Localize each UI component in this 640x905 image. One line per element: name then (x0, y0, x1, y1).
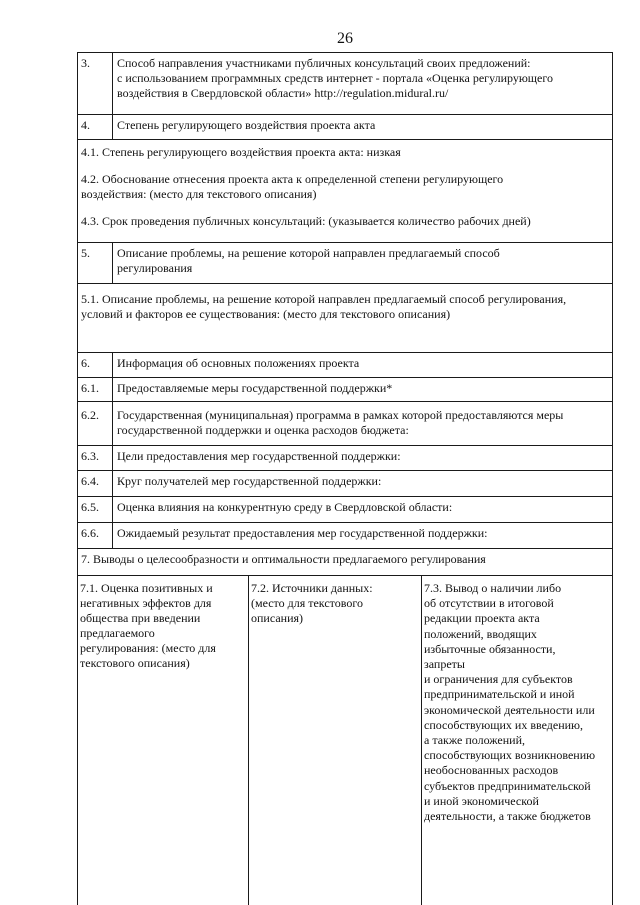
text-line: Информация об основных положениях проекта (117, 356, 360, 370)
text-line: 7.1. Оценка позитивных и (80, 581, 213, 595)
row-text (112, 470, 613, 496)
table-border (77, 377, 613, 378)
table-row-6 (77, 352, 613, 377)
table-border (112, 52, 113, 139)
text-line: общества при введении (80, 611, 201, 625)
row-number: 3. (81, 56, 90, 70)
table-border (77, 52, 613, 53)
row-number: 6.6. (81, 526, 99, 540)
row-text (77, 139, 613, 242)
row-number: 6.2. (81, 408, 99, 422)
table-row-6-1 (77, 377, 613, 401)
text-line: редакции проекта акта (424, 611, 540, 626)
row-number: 6.1. (81, 381, 99, 395)
table-border (77, 522, 613, 523)
text-line: 7.3. Вывод о наличии либо (424, 581, 562, 595)
row-number: 5. (81, 246, 90, 260)
row-text (112, 242, 613, 283)
row-text (77, 548, 613, 575)
text-line: условий и факторов ее существования: (место для текстового описания) (81, 307, 451, 321)
text-line: (место для текстового (251, 596, 363, 610)
column-7-3 (421, 575, 613, 905)
table-border (612, 52, 613, 905)
table-border (77, 401, 613, 402)
text-line: регулирования: (место для (80, 641, 216, 655)
row-text (112, 52, 613, 114)
column-7-2 (248, 575, 421, 905)
text-line: избыточные обязанности, (424, 641, 556, 656)
text-line: и ограничения для субъектов (424, 672, 573, 687)
text-line: об отсутствии в итоговой (424, 596, 554, 611)
row-text (112, 401, 613, 445)
text-line: способствующих их введению, (424, 717, 584, 732)
text-line: 7.2. Источники данных: (251, 581, 373, 595)
table-row-4 (77, 114, 613, 139)
table-border (77, 470, 613, 471)
text-line: Цели предоставления мер государственной поддержки: (117, 449, 401, 463)
row-text (112, 352, 613, 377)
form-table (77, 52, 613, 905)
table-border (77, 575, 613, 576)
spacer (81, 202, 609, 214)
text-line: 4.3. Срок проведения публичных консультаций: (указывается количество рабочих дней) (81, 214, 531, 228)
text-line: положений, вводящих (424, 626, 537, 641)
row-text (112, 445, 613, 470)
text-line: Оценка влияния на конкурентную среду в Свердловской области: (117, 500, 453, 514)
spacer (81, 160, 609, 172)
text-line: 4.1. Степень регулирующего воздействия проекта акта: низкая (81, 145, 401, 159)
page-number: 26 (337, 30, 353, 47)
text-line: 5.1. Описание проблемы, на решение которой направлен предлагаемый способ регулирования, (81, 292, 567, 306)
text-line: Ожидаемый результат предоставления мер государственной поддержки: (117, 526, 488, 540)
table-row-6-3 (77, 445, 613, 470)
table-row-4-details (77, 139, 613, 242)
text-line: воздействия в Свердловской области» http://regulation.midural.ru/ (117, 86, 449, 100)
table-row-5 (77, 242, 613, 283)
text-line: текстового описания) (80, 656, 190, 670)
row-text (112, 377, 613, 401)
text-line: необоснованных расходов (424, 763, 559, 778)
text-line: Описание проблемы, на решение которой направлен предлагаемый способ (117, 246, 500, 260)
row-number: 6.5. (81, 500, 99, 514)
table-border (77, 242, 613, 243)
table-border (112, 242, 113, 283)
table-row-6-5 (77, 496, 613, 522)
table-border (112, 352, 113, 548)
table-border (77, 283, 613, 284)
row-number: 6.4. (81, 474, 99, 488)
text-line: экономической деятельности или (424, 702, 595, 717)
text-line: а также положений, (424, 733, 526, 748)
text-line: Государственная (муниципальная) программа в рамках которой предоставляются меры (117, 408, 564, 422)
table-border (77, 139, 613, 140)
table-border (77, 445, 613, 446)
table-row-6-4 (77, 470, 613, 496)
row-number: 6. (81, 356, 90, 370)
table-border (77, 352, 613, 353)
text-line: Способ направления участниками публичных консультаций своих предложений: (117, 56, 531, 70)
row-text (112, 496, 613, 522)
table-row-6-2 (77, 401, 613, 445)
table-border (248, 575, 249, 905)
row-text (112, 114, 613, 139)
text-line: и иной экономической (424, 793, 539, 808)
text-line: 4.2. Обоснование отнесения проекта акта к определенной степени регулирующего (81, 172, 504, 186)
text-line: предлагаемого (80, 626, 155, 640)
text-line: способствующих возникновению (424, 748, 596, 763)
row-text (77, 283, 613, 352)
column-7-1 (77, 575, 248, 905)
table-row-3 (77, 52, 613, 114)
table-border (77, 114, 613, 115)
text-line: воздействия: (место для текстового описания) (81, 187, 317, 201)
table-row-6-6 (77, 522, 613, 548)
text-line: запреты (424, 657, 465, 672)
table-border (77, 496, 613, 497)
text-line: описания) (251, 611, 304, 625)
text-line: регулирования (117, 261, 193, 275)
text-line: деятельности, а также бюджетов (424, 809, 591, 824)
row-text (112, 522, 613, 548)
text-line: с использованием программных средств интернет - портала «Оценка регулирующего (117, 71, 553, 85)
text-line: Круг получателей мер государственной поддержки: (117, 474, 382, 488)
text-line: Предоставляемые меры государственной поддержки* (117, 381, 393, 395)
table-row-7-columns (77, 575, 613, 905)
text-line: Степень регулирующего воздействия проекта акта (117, 118, 376, 132)
text-line: 7. Выводы о целесообразности и оптимальности предлагаемого регулирования (81, 552, 486, 566)
table-row-7 (77, 548, 613, 575)
row-number: 6.3. (81, 449, 99, 463)
text-line: субъектов предпринимательской (424, 778, 591, 793)
text-line: государственной поддержки и оценка расходов бюджета: (117, 423, 409, 437)
text-line: предпринимательской и иной (424, 687, 575, 702)
text-line: негативных эффектов для (80, 596, 212, 610)
table-border (77, 52, 78, 905)
table-row-5-1 (77, 283, 613, 352)
table-border (421, 575, 422, 905)
table-border (77, 548, 613, 549)
row-number: 4. (81, 118, 90, 132)
